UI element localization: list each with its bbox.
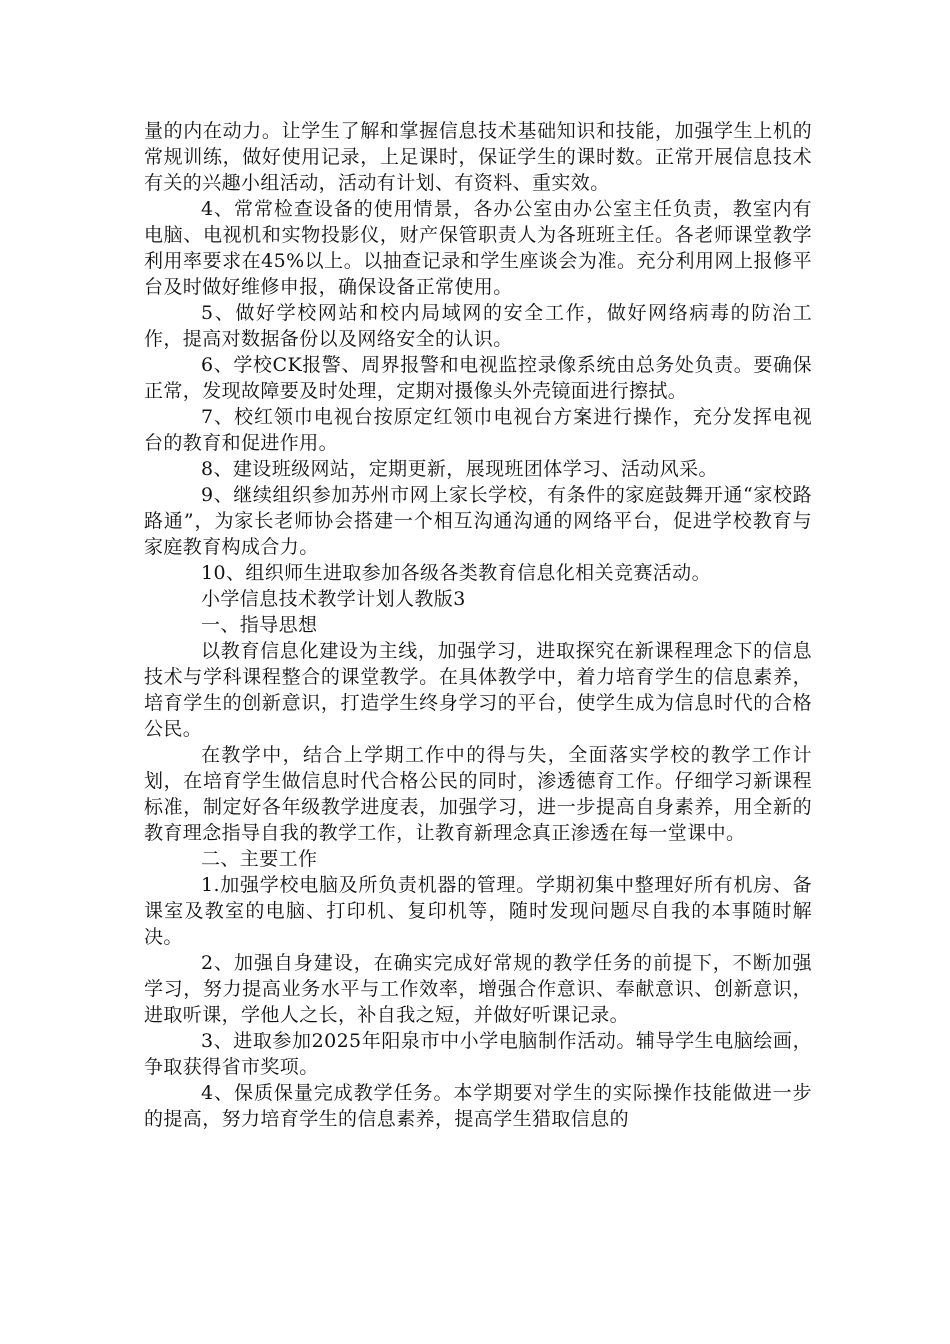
section-title: 小学信息技术教学计划人教版3 (201, 588, 466, 610)
document-body (144, 118, 812, 1132)
heading-main-work: 二、主要工作 (201, 848, 318, 870)
paragraph-item-8: 8、建设班级网站，定期更新，展现班团体学习、活动风采。 (201, 458, 718, 480)
paragraph-item-7: 7、校红领巾电视台按原定红领巾电视台方案进行操作，充分发挥电视台的教育和促进作用。 (144, 406, 812, 454)
paragraph-item-6: 6、学校CK报警、周界报警和电视监控录像系统由总务处负责。要确保正常，发现故障要及时处理，定期对摄像头外壳镜面进行擦拭。 (144, 354, 812, 402)
paragraph-item-9: 9、继续组织参加苏州市网上家长学校，有条件的家庭鼓舞开通“家校路路通”，为家长老师协会搭建一个相互沟通沟通的网络平台，促进学校教育与家庭教育构成合力。 (144, 484, 812, 558)
paragraph-continuation: 量的内在动力。让学生了解和掌握信息技术基础知识和技能，加强学生上机的常规训练，做好使用记录，上足课时，保证学生的课时数。正常开展信息技术有关的兴趣小组活动，活动有计划、有资料、重实效。 (144, 120, 812, 194)
paragraph-guiding-ideology: 以教育信息化建设为主线，加强学习，进取探究在新课程理念下的信息技术与学科课程整合的课堂教学。在具体教学中，着力培育学生的信息素养，培育学生的创新意识，打造学生终身学习的平台，使学生成为信息时代的合格公民。 (144, 640, 812, 740)
paragraph-teaching-approach: 在教学中，结合上学期工作中的得与失，全面落实学校的教学工作计划，在培育学生做信息时代合格公民的同时，渗透德育工作。仔细学习新课程标准，制定好各年级教学进度表，加强学习，进一步提高自身素养，用全新的教育理念指导自我的教学工作，让教育新理念真正渗透在每一堂课中。 (144, 744, 812, 844)
heading-guiding-ideology: 一、指导思想 (201, 614, 318, 636)
paragraph-work-4: 4、保质保量完成教学任务。本学期要对学生的实际操作技能做进一步的提高，努力培育学生的信息素养，提高学生猎取信息的 (144, 1082, 812, 1130)
paragraph-item-5: 5、做好学校网站和校内局域网的安全工作，做好网络病毒的防治工作，提高对数据备份以及网络安全的认识。 (144, 302, 812, 350)
paragraph-item-10: 10、组织师生进取参加各级各类教育信息化相关竞赛活动。 (201, 562, 711, 584)
paragraph-work-1: 1.加强学校电脑及所负责机器的管理。学期初集中整理好所有机房、备课室及教室的电脑、打印机、复印机等，随时发现问题尽自我的本事随时解决。 (144, 874, 812, 948)
paragraph-work-2: 2、加强自身建设，在确实完成好常规的教学任务的前提下，不断加强学习，努力提高业务水平与工作效率，增强合作意识、奉献意识、创新意识，进取听课，学他人之长，补自我之短，并做好听课记录。 (144, 952, 812, 1026)
paragraph-work-3: 3、进取参加2025年阳泉市中小学电脑制作活动。辅导学生电脑绘画，争取获得省市奖项。 (144, 1030, 812, 1078)
paragraph-item-4: 4、常常检查设备的使用情景，各办公室由办公室主任负责，教室内有电脑、电视机和实物投影仪，财产保管职责人为各班班主任。各老师课堂教学利用率要求在45%以上。以抽查记录和学生座谈会为准。充分利用网上报修平台及时做好维修申报，确保设备正常使用。 (144, 198, 812, 298)
